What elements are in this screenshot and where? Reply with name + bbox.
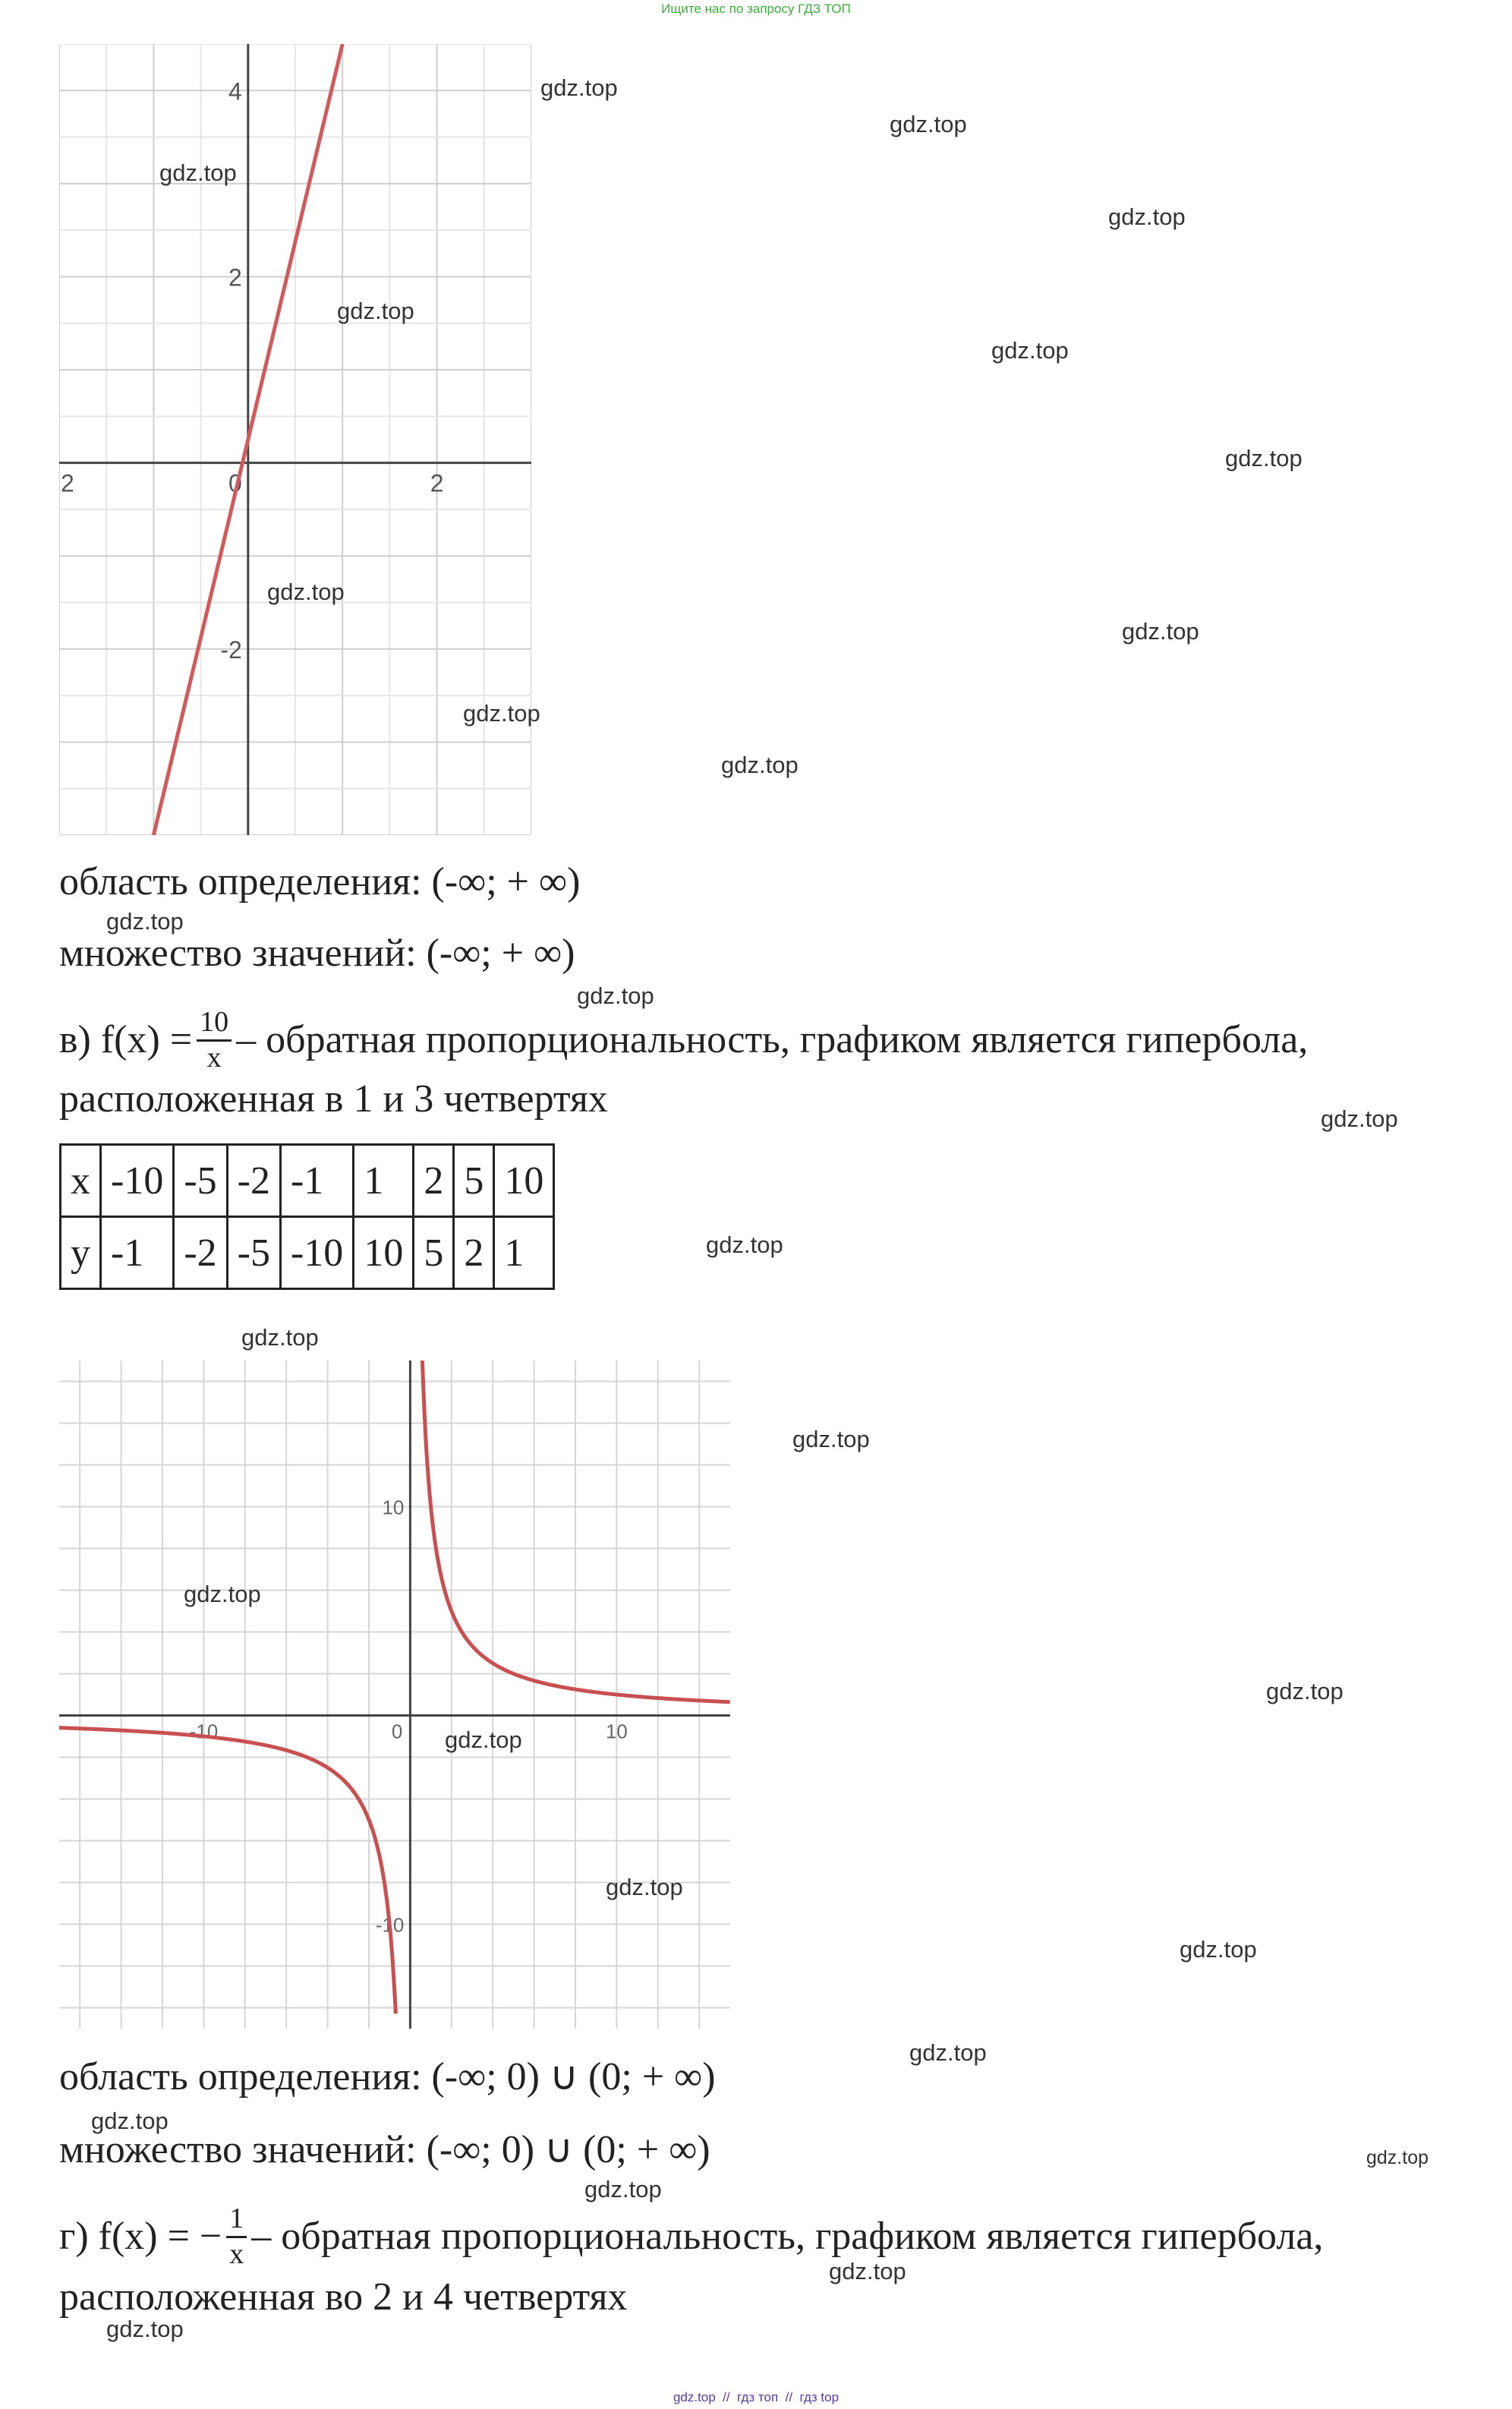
watermark: gdz.top	[106, 908, 184, 935]
watermark: gdz.top	[1321, 1105, 1398, 1132]
watermark: gdz.top	[721, 752, 799, 778]
table-cell: -5	[174, 1145, 227, 1217]
fraction-numerator: 1	[226, 2202, 247, 2238]
fraction	[226, 2202, 247, 2271]
section-g-formula	[59, 2191, 1323, 2282]
x-tick-label: 2	[61, 469, 74, 497]
fraction-denominator: x	[206, 1041, 222, 1074]
section-g-description: – обратная пропорциональность, графиком является гипербола,	[251, 2215, 1324, 2258]
table-cell: 2	[454, 1217, 494, 1289]
table-cell: 2	[414, 1145, 454, 1217]
watermark: gdz.top	[106, 2316, 184, 2342]
domain-text-b: область определения: (-∞; + ∞)	[59, 860, 581, 903]
table-cell: 10	[494, 1145, 554, 1217]
y-tick-label: 10	[382, 1496, 405, 1519]
table-row-y	[61, 1217, 554, 1289]
table-cell: -2	[174, 1217, 227, 1289]
fraction-denominator: x	[229, 2237, 244, 2270]
watermark: gdz.top	[463, 700, 540, 727]
table-cell: -1	[280, 1145, 353, 1217]
x-tick-label: -10	[189, 1720, 219, 1743]
watermark: gdz.top	[159, 159, 237, 186]
x-tick-label: 10	[605, 1720, 628, 1743]
y-tick-label: 2	[228, 263, 242, 292]
table-cell: -10	[101, 1145, 174, 1217]
table-cell: 1	[494, 1217, 554, 1289]
watermark: gdz.top	[584, 2176, 662, 2202]
y-tick-label: -2	[220, 635, 242, 664]
watermark: gdz.top	[792, 1426, 870, 1452]
table-row-x	[61, 1145, 554, 1217]
hyperbola-branch	[422, 1361, 729, 1702]
footer-links: gdz.top // гдз топ // гдз top	[673, 2390, 839, 2404]
section-v-quadrants: расположенная в 1 и 3 четвертях	[59, 1077, 608, 1121]
watermark: gdz.top	[445, 1726, 522, 1753]
table-cell: x	[61, 1145, 101, 1217]
values-table	[59, 1143, 555, 1290]
domain-text-v: область определения: (-∞; 0) ∪ (0; + ∞)	[59, 2055, 716, 2098]
hyperbola-branch	[59, 1728, 395, 2014]
watermark: gdz.top	[1366, 2147, 1429, 2168]
table-cell: -5	[227, 1217, 280, 1289]
y-tick-label: -10	[375, 1913, 405, 1937]
watermark: gdz.top	[1225, 445, 1303, 471]
table-cell: -10	[280, 1217, 353, 1289]
line-graph	[59, 44, 531, 835]
range-text-v: множество значений: (-∞; 0) ∪ (0; + ∞)	[59, 2128, 710, 2171]
watermark: gdz.top	[337, 298, 414, 324]
watermark: gdz.top	[91, 2108, 169, 2134]
fraction	[197, 1006, 232, 1074]
range-text-b: множество значений: (-∞; + ∞)	[59, 932, 575, 975]
table-cell: 5	[414, 1217, 454, 1289]
hyperbola-graph	[59, 1361, 730, 2029]
section-g-prefix: г) f(x) = −	[59, 2215, 222, 2258]
watermark: gdz.top	[241, 1324, 319, 1351]
section-v-formula	[59, 995, 1308, 1086]
watermark: gdz.top	[540, 74, 618, 101]
watermark: gdz.top	[606, 1874, 683, 1900]
origin-label: 0	[228, 469, 242, 497]
origin-label: 0	[391, 1720, 403, 1743]
table-cell: 5	[454, 1145, 494, 1217]
x-tick-label: 2	[430, 469, 444, 497]
watermark: gdz.top	[890, 111, 967, 137]
section-v-prefix: в) f(x) =	[59, 1018, 193, 1061]
y-tick-label: 4	[228, 77, 242, 106]
table-cell: 1	[354, 1145, 414, 1217]
table-cell: -2	[227, 1145, 280, 1217]
table-cell: -1	[101, 1217, 174, 1289]
table-cell: 10	[354, 1217, 414, 1289]
watermark: gdz.top	[267, 579, 345, 605]
watermark: gdz.top	[706, 1231, 783, 1258]
section-g-quadrants: расположенная во 2 и 4 четвертях	[59, 2275, 628, 2319]
section-v-description: – обратная пропорциональность, графиком является гипербола,	[236, 1018, 1309, 1061]
watermark: gdz.top	[991, 337, 1069, 364]
watermark: gdz.top	[909, 2039, 987, 2066]
table-cell: y	[61, 1217, 101, 1289]
watermark: gdz.top	[1180, 1936, 1257, 1963]
search-hint: Ищите нас по запросу ГДЗ ТОП	[661, 2, 851, 16]
watermark: gdz.top	[577, 982, 654, 1009]
watermark: gdz.top	[1266, 1678, 1343, 1704]
watermark: gdz.top	[1108, 203, 1186, 230]
watermark: gdz.top	[1122, 618, 1199, 645]
watermark: gdz.top	[829, 2258, 906, 2284]
watermark: gdz.top	[184, 1581, 261, 1607]
fraction-numerator: 10	[197, 1006, 232, 1042]
